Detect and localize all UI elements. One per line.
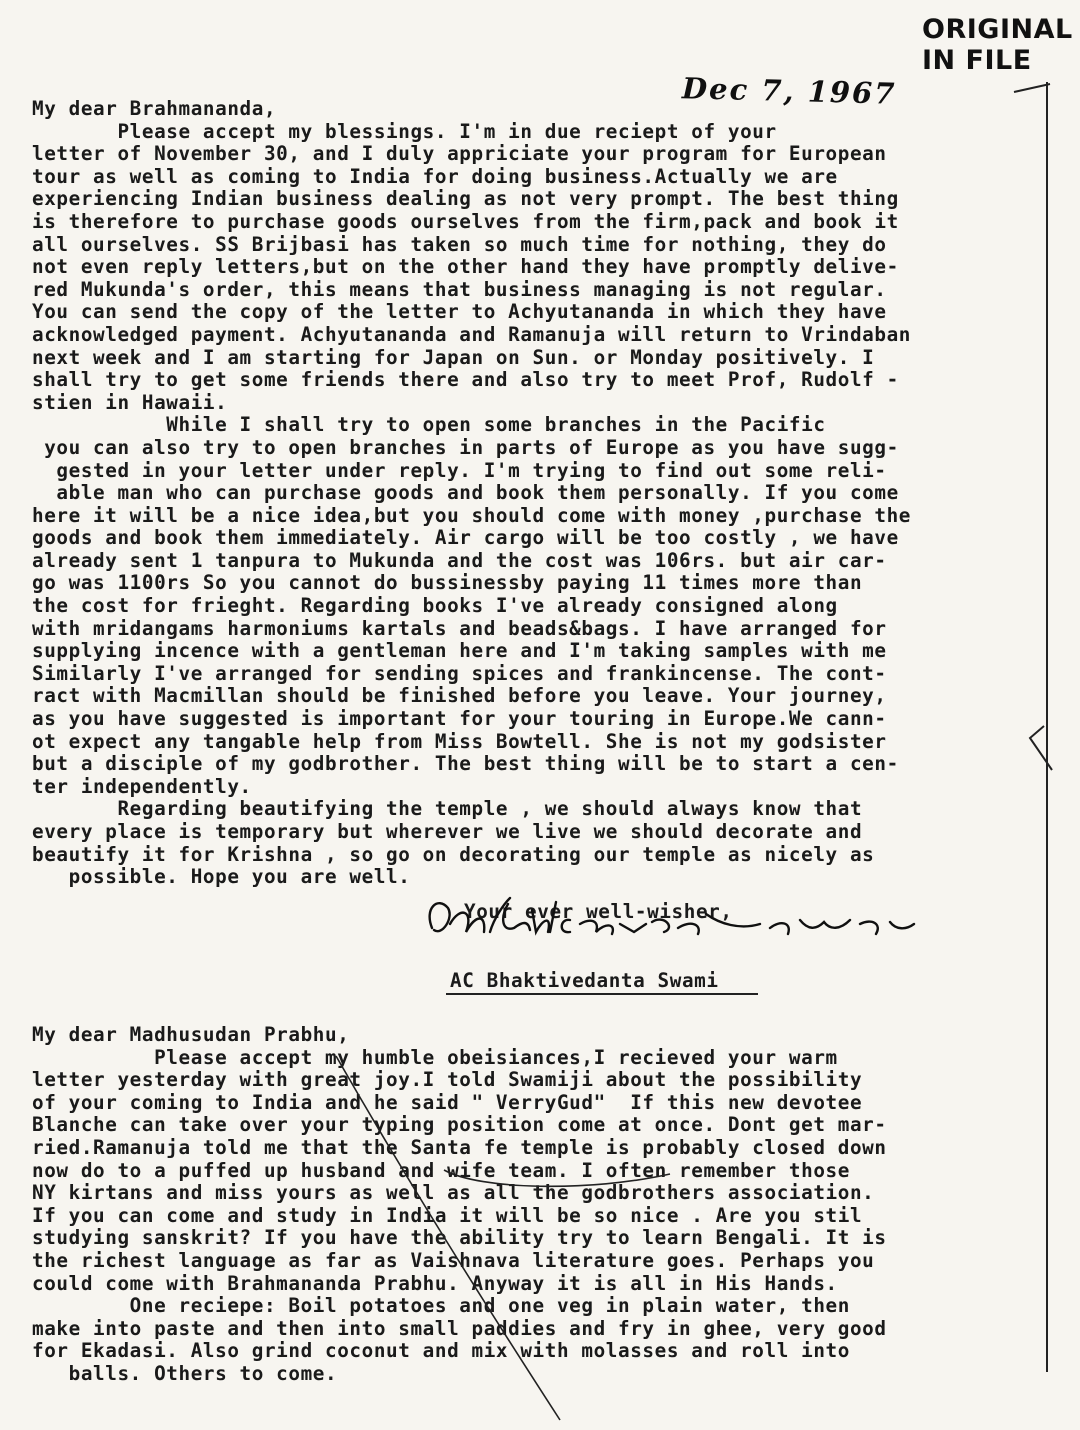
- typed-line: the richest language as far as Vaishnava literature goes. Perhaps you: [32, 1248, 875, 1272]
- letter-closing: Your ever well-wisher,: [464, 900, 733, 923]
- typed-line: If you can come and study in India it will be so nice . Are you stil: [32, 1203, 863, 1227]
- typed-line: now do to a puffed up husband and wife team. I often remember those: [32, 1158, 850, 1182]
- typed-line: Similarly I've arranged for sending spices and frankincense. The cont-: [32, 661, 887, 685]
- typed-line: every place is temporary but wherever we live we should decorate and: [32, 820, 863, 843]
- typed-line: as you have suggested is important for your touring in Europe.We cann-: [32, 707, 887, 731]
- typed-line: possible. Hope you are well.: [32, 865, 411, 889]
- stamp-line-2: IN FILE: [922, 45, 1032, 76]
- typed-line: My dear Brahmananda,: [32, 97, 277, 120]
- typed-line: here it will be a nice idea,but you should come with money ,purchase the: [32, 503, 911, 527]
- typed-line: acknowledged payment. Achyutananda and Ramanuja will return to Vrindaban: [32, 322, 911, 346]
- typed-line: but a disciple of my godbrother. The best thing will be to start a cen-: [32, 752, 899, 776]
- typed-line: stien in Hawaii.: [32, 390, 228, 414]
- typed-line: Please accept my humble obeisiances,I recieved your warm: [32, 1045, 838, 1069]
- typed-line: Regarding beautifying the temple , we should always know that: [32, 797, 863, 821]
- typed-line: make into paste and then into small paddies and fry in ghee, very good: [32, 1316, 887, 1340]
- typed-line: for Ekadasi. Also grind coconut and mix with molasses and roll into: [32, 1339, 850, 1363]
- typed-line: You can send the copy of the letter to Achyutananda in which they have: [32, 300, 887, 324]
- typed-line: able man who can purchase goods and book them personally. If you come: [32, 481, 899, 505]
- signature-name: AC Bhaktivedanta Swami: [450, 969, 719, 992]
- typed-line: supplying incence with a gentleman here and I'm taking samples with me: [32, 639, 887, 663]
- typed-line: next week and I am starting for Japan on Sun. or Monday positively. I: [32, 345, 875, 369]
- typed-line: letter of November 30, and I duly appriciate your program for European: [32, 142, 887, 166]
- bracket-hook-top: [1010, 70, 1054, 100]
- typed-line: gested in your letter under reply. I'm trying to find out some reli-: [32, 458, 887, 482]
- typed-line: is therefore to purchase goods ourselves from the firm,pack and book it: [32, 209, 899, 233]
- typed-line: ot expect any tangable help from Miss Bowtell. She is not my godsister: [32, 729, 887, 753]
- typed-line: letter yesterday with great joy.I told Swamiji about the possibility: [32, 1068, 863, 1092]
- original-in-file-stamp: [922, 14, 1073, 76]
- typed-line: already sent 1 tanpura to Mukunda and the cost was 106rs. but air car-: [32, 548, 887, 572]
- typed-line: goods and book them immediately. Air cargo will be too costly , we have: [32, 526, 899, 550]
- pen-stroke-curve: [440, 1140, 680, 1200]
- typed-line: My dear Madhusudan Prabhu,: [32, 1023, 350, 1046]
- typed-line: studying sanskrit? If you have the ability try to learn Bengali. It is: [32, 1226, 887, 1250]
- typed-line: shall try to get some friends there and also try to meet Prof, Rudolf -: [32, 368, 899, 392]
- typed-line: While I shall try to open some branches in the Pacific: [32, 413, 826, 437]
- typed-line: balls. Others to come.: [32, 1361, 338, 1385]
- typed-line: ried.Ramanuja told me that the Santa fe temple is probably closed down: [32, 1135, 887, 1159]
- typed-line: ter independently.: [32, 774, 252, 798]
- typed-line: red Mukunda's order, this means that business managing is not regular.: [32, 277, 887, 301]
- pen-stroke-diagonal: [330, 1050, 570, 1430]
- typed-line: tour as well as coming to India for doing business.Actually we are: [32, 164, 838, 188]
- typed-line: One reciepe: Boil potatoes and one veg in plain water, then: [32, 1294, 850, 1318]
- handwritten-signature: [420, 884, 940, 954]
- typed-line: all ourselves. SS Brijbasi has taken so much time for nothing, they do: [32, 232, 887, 256]
- typed-line: with mridangams harmoniums kartals and beads&bags. I have arranged for: [32, 616, 887, 640]
- typed-line: Blanche can take over your typing position come at once. Dont get mar-: [32, 1113, 887, 1137]
- stamp-line-1: ORIGINAL: [922, 14, 1073, 45]
- typed-line: Please accept my blessings. I'm in due reciept of your: [32, 119, 777, 143]
- typed-line: beautify it for Krishna , so go on decorating our temple as nicely as: [32, 842, 875, 866]
- typed-line: of your coming to India and he said " VerryGud" If this new devotee: [32, 1090, 863, 1114]
- typed-line: you can also try to open branches in parts of Europe as you have sugg-: [32, 435, 899, 459]
- letter-to-brahmananda: [32, 98, 1042, 889]
- typed-line: ract with Macmillan should be finished before you leave. Your journey,: [32, 684, 887, 708]
- typed-line: the cost for frieght. Regarding books I've already consigned along: [32, 594, 838, 618]
- typed-line: NY kirtans and miss yours as well as all the godbrothers association.: [32, 1181, 875, 1205]
- signature-underline: [446, 993, 758, 995]
- typed-line: experiencing Indian business dealing as not very prompt. The best thing: [32, 187, 899, 211]
- typed-line: not even reply letters,but on the other hand they have promptly delive-: [32, 255, 899, 279]
- typed-line: go was 1100rs So you cannot do bussinessby paying 11 times more than: [32, 571, 863, 595]
- handwritten-date: Dec 7, 1967: [681, 71, 897, 111]
- typed-line: could come with Brahmananda Prabhu. Anyway it is all in His Hands.: [32, 1271, 838, 1295]
